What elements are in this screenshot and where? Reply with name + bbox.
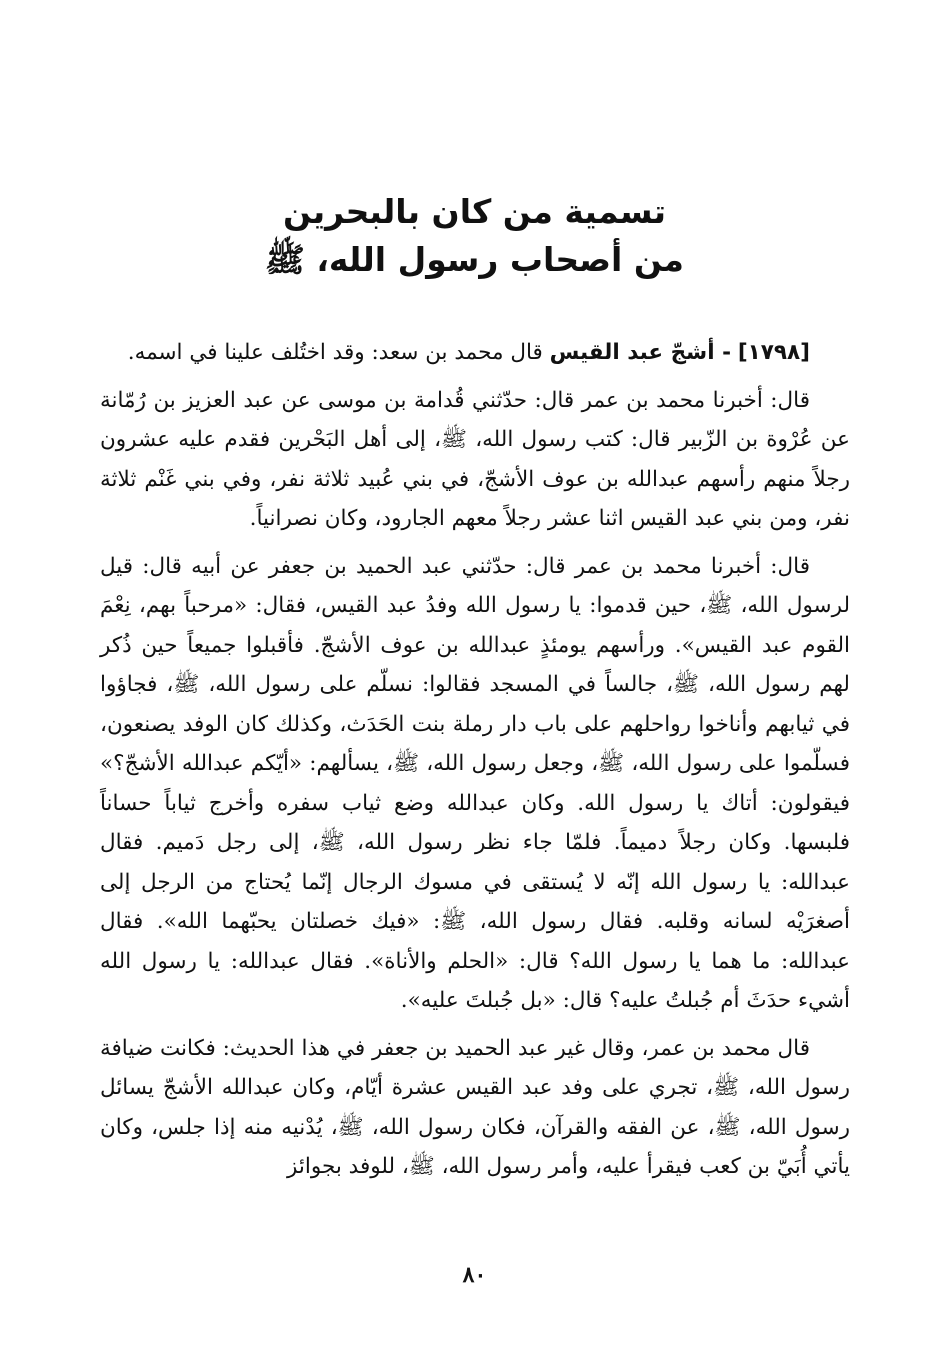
chapter-title-line-1: تسمية من كان بالبحرين [283, 192, 666, 231]
paragraph-1: قال: أخبرنا محمد بن عمر قال: حدّثني قُدامة بن موسى عن عبد العزيز بن رُمّانة عن عُرْوة بن الزّبير قال: كتب رسول الله، ﷺ، إلى أهل البَحْرين فقدم عليه عشرون رجلاً منهم رأسهم عبدالله بن عوف الأشجّ، في بني عُبيد ثلاثة نفر، وفي بني غَنْم ثلاثة نفر، ومن بني عبد القيس اثنا عشر رجلاً معهم الجارود، وكان نصرانياً. [100, 387, 850, 531]
paragraph-3: قال محمد بن عمر، وقال غير عبد الحميد بن جعفر في هذا الحديث: فكانت ضيافة رسول الله، ﷺ، تجري على وفد عبد القيس عشرة أيّام، وكان عبدالله الأشجّ يسائل رسول الله، ﷺ، عن الفقه والقرآن، فكان رسول الله، ﷺ، يُدْنيه منه إذا جلس، وكان يأتي أُبَيّ بن كعب فيقرأ عليه، وأمر رسول الله، ﷺ، للوفد بجوائز [100, 1035, 850, 1179]
entry-name: أشجّ عبد القيس [549, 340, 715, 365]
chapter-title-line-2: من أصحاب رسول الله، ﷺ [265, 240, 684, 279]
page-number: ٨٠ [462, 1262, 487, 1288]
entry-intro: قال محمد بن سعد: وقد اختُلف علينا في اسمه. [127, 340, 543, 365]
entry-number: [١٧٩٨] [737, 340, 810, 365]
paragraph-2: قال: أخبرنا محمد بن عمر قال: حدّثني عبد الحميد بن جعفر عن أبيه قال: قيل لرسول الله، ﷺ، حين قدموا: يا رسول الله وفدُ عبد القيس، فقال: «مرحباً بهم، نِعْمَ القوم عبد القيس». ورأسهم يومئذٍ عبدالله بن عوف الأشجّ. فأقبلوا جميعاً حين ذُكر لهم رسول الله، ﷺ، جالساً في المسجد فقالوا: نسلّم على رسول الله، ﷺ، فجاؤوا في ثيابهم وأناخوا رواحلهم على باب دار رملة بنت الحَدَث، وكذلك كان الوفد يصنعون، فسلّموا على رسول الله، ﷺ، وجعل رسول الله، ﷺ، يسألهم: «أيّكم عبدالله الأشجّ؟» فيقولون: أتاك يا رسول الله. وكان عبدالله وضع ثياب سفره وأخرج ثياباً حساناً فلبسها. وكان رجلاً دميماً. فلمّا جاء نظر رسول الله، ﷺ، إلى رجل دَميم. فقال عبدالله: يا رسول الله إنّه لا يُستقى في مسوك الرجال إنّما يُحتاج من الرجل إلى أصغرَيْه لسانه وقلبه. فقال رسول الله، ﷺ: «فيك خصلتان يحبّهما الله». فقال عبدالله: ما هما يا رسول الله؟ قال: «الحلم والأناة». فقال عبدالله: يا رسول الله أشيء حدَثَ أم جُبلتُ عليه؟ قال: «بل جُبلتَ عليه». [100, 553, 850, 1013]
entry-heading-paragraph: [١٧٩٨] - أشجّ عبد القيس قال محمد بن سعد: وقد اختُلف علينا في اسمه. [127, 340, 810, 365]
body-text [100, 333, 850, 1195]
chapter-title [0, 188, 949, 284]
